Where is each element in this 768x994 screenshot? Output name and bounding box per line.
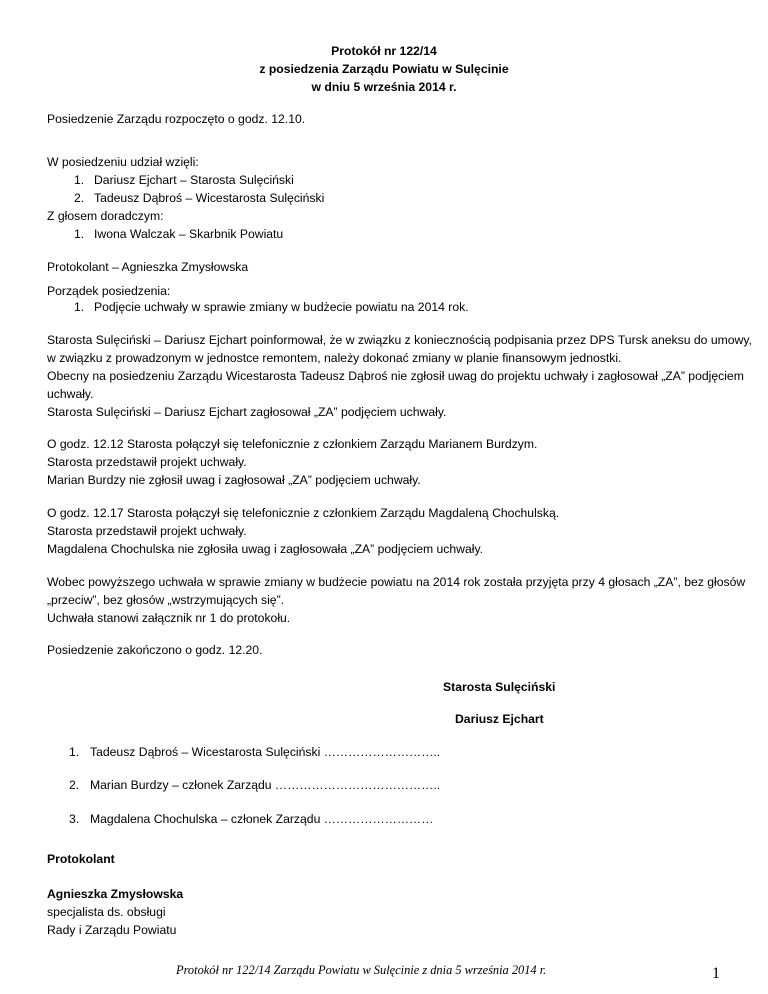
closing-text: Posiedzenie zakończono o godz. 12.20. [47,643,263,657]
protokolant-label: Protokolant [47,852,115,866]
participant-item [74,171,294,189]
paragraph-4-line: „przeciw”, bez głosów „wstrzymujących się”. [47,593,285,607]
paragraph-2-line: Starosta przedstawił projekt uchwały. [47,455,247,469]
title-line-2: z posiedzenia Zarządu Powiatu w Sulęcinie [259,62,509,76]
title-line-1: Protokół nr 122/14 [331,44,437,58]
title-line-3: w dniu 5 września 2014 r. [311,80,457,94]
agenda-text: Podjęcie uchwały w sprawie zmiany w budżecie powiatu na 2014 rok. [94,300,469,314]
paragraph-1-line: Starosta Sulęciński – Dariusz Ejchart zagłosował „ZA” podjęciem uchwały. [47,405,447,419]
participant-text: Dariusz Ejchart – Starosta Sulęciński [94,173,294,187]
paragraph-1-line: Starosta Sulęciński – Dariusz Ejchart poinformował, że w związku z koniecznością podpisania przez DPS Tursk aneksu do umowy, [47,333,752,347]
participant-text: Tadeusz Dąbroś – Wicestarosta Sulęciński [94,191,325,205]
opening-text: Posiedzenie Zarządu rozpoczęto o godz. 12.10. [47,112,306,126]
paragraph-2-line: Marian Burdzy nie zgłosił uwag i zagłosował „ZA” podjęciem uchwały. [47,473,421,487]
advisory-number: 1. [74,227,85,241]
page-number: 1 [712,965,720,982]
advisory-item [74,225,283,243]
paragraph-3-line: Starosta przedstawił projekt uchwały. [47,524,247,538]
signature-role: Starosta Sulęciński [443,680,556,694]
member-number: 1. [69,745,80,759]
protokolant-position-1: specjalista ds. obsługi [47,905,166,919]
agenda-heading: Porządek posiedzenia: [47,284,171,298]
signature-name: Dariusz Ejchart [455,712,544,726]
document-title [0,42,768,96]
member-text: Magdalena Chochulska – członek Zarządu ……………………… [90,812,434,826]
recorder-text: Protokolant – Agnieszka Zmysłowska [47,260,249,274]
member-number: 3. [69,812,80,826]
paragraph-2-line: O godz. 12.12 Starosta połączył się telefonicznie z członkiem Zarządu Marianem Burdzym. [47,437,538,451]
agenda-item [74,298,469,316]
participant-item [74,189,324,207]
agenda-number: 1. [74,300,85,314]
paragraph-1-line: w związku z prowadzonym w jednostce remontem, należy dokonać zmiany w planie finansowym jednostki. [47,351,622,365]
paragraph-4-line: Uchwała stanowi załącznik nr 1 do protokołu. [47,611,291,625]
participants-heading: W posiedzeniu udział wzięli: [47,155,199,169]
paragraph-1-line: uchwały. [47,387,94,401]
member-number: 2. [69,778,80,792]
paragraph-3-line: Magdalena Chochulska nie zgłosiła uwag i zagłosowała „ZA” podjęciem uchwały. [47,542,484,556]
participant-number: 1. [74,173,85,187]
paragraph-1-line: Obecny na posiedzeniu Zarządu Wicestarosta Tadeusz Dąbroś nie zgłosił uwag do projektu uchwały i zagłosował „ZA” podjęciem [47,369,744,383]
participant-number: 2. [74,191,85,205]
protokolant-name: Agnieszka Zmysłowska [47,887,184,901]
member-signature-line [69,743,440,761]
paragraph-3-line: O godz. 12.17 Starosta połączył się telefonicznie z członkiem Zarządu Magdaleną Chochulską. [47,506,560,520]
advisory-text: Iwona Walczak – Skarbnik Powiatu [94,227,284,241]
protokolant-position-2: Rady i Zarządu Powiatu [47,923,177,937]
member-text: Marian Burdzy – członek Zarządu ………………………………….. [90,778,441,792]
advisory-heading: Z głosem doradczym: [47,209,164,223]
page-footer: Protokół nr 122/14 Zarządu Powiatu w Sulęcinie z dnia 5 września 2014 r. [176,963,547,977]
member-signature-line [69,776,440,794]
member-text: Tadeusz Dąbroś – Wicestarosta Sulęciński ……………………….. [90,745,441,759]
member-signature-line [69,810,433,828]
paragraph-4-line: Wobec powyższego uchwała w sprawie zmiany w budżecie powiatu na 2014 rok została przyjęta przy 4 głosach „ZA”, bez głosów [47,575,746,589]
